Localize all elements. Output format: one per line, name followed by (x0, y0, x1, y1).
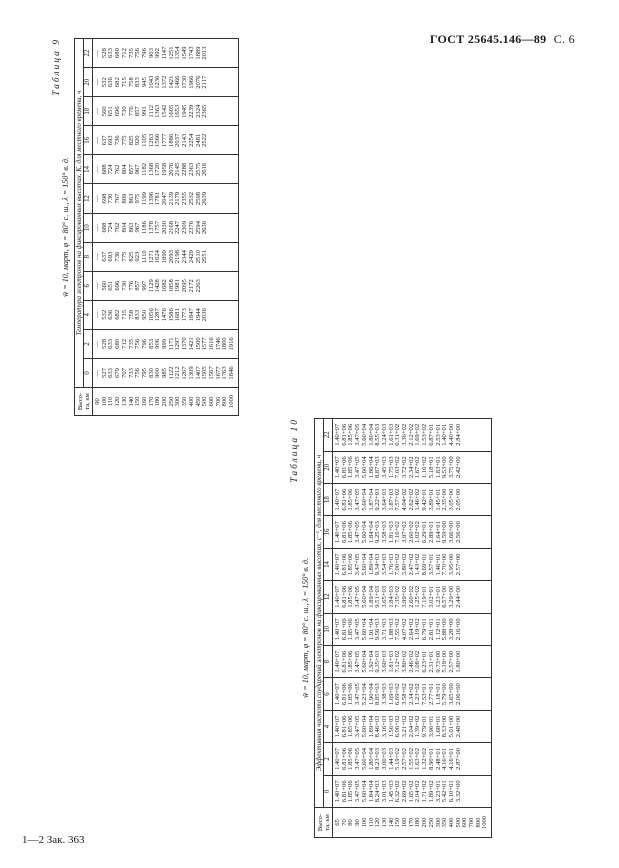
value-column: — 688 724 762 804 863 967 1186 1378 1757 2030 2168 2247 2309 2376 2594 2636 (93, 213, 239, 242)
table-title: w̄ = 10, март, φ = 80° с. ш., λ = 150° в. д. (301, 558, 310, 698)
hour-header: 12 (84, 184, 93, 213)
value-column: 1.40+07 6.81+06 1.85+06 3.47+05 5.60+04 1.80+04 8.23+03 3.00+03 1.44+03 5.19+02 2.57+02 1.55+02 1.63+02 1.32+02 8.90+01 2.48+01 4.16+01 4.16+01 2.87+00 (333, 743, 492, 775)
value-column: — 560 651 696 730 776 857 991 1112 1363 1542 1605 1653 1945 2239 2324 2365 (93, 97, 239, 126)
hour-header: 0 (84, 358, 93, 387)
hour-header: 18 (84, 97, 93, 126)
table-number: Таблица 10 (290, 418, 300, 483)
hour-header: 16 (84, 126, 93, 155)
table-10-block (290, 418, 619, 838)
value-column: — 528 633 680 712 735 756 796 853 906 999 1171 1297 1370 1421 1500 1577 1616 1746 1800 1916 (93, 329, 239, 358)
height-header: Высо- та, км (315, 808, 333, 838)
hour-header: 10 (324, 613, 333, 645)
standard-number: ГОСТ 25645.146—89 (429, 32, 547, 46)
value-column: 1.40+07 6.81+06 1.85+06 3.47+05 5.60+04 1.89+04 9.34+03 3.54+03 1.76+03 7.00+02 3.80+02 2.47+02 1.43+02 8.69+01 3.57+01 1.46+01 7.70+00 3.95+00 2.57+00 (333, 548, 492, 580)
table-title: w̄ = 10, март, φ = 80° с. ш., λ = 150° в. д. (61, 157, 70, 297)
value-column: — 637 693 736 775 825 923 1110 1271 1624 1899 2093 2198 2344 2429 2510 2551 (93, 242, 239, 271)
hour-header: 10 (84, 213, 93, 242)
value-column: — 532 636 682 715 758 833 945 1043 1236 1372 1421 1466 1730 1966 2076 2117 (93, 68, 239, 97)
value-column: — 688 724 762 804 857 967 1182 1368 1720 1958 2076 2145 2288 2363 2575 2616 (93, 155, 239, 184)
hour-header: 14 (324, 548, 333, 580)
hour-header: 4 (84, 300, 93, 329)
value-column: 1.40+07 6.81+06 1.85+06 3.47+05 5.60+04 1.91+04 9.56+03 3.71+03 1.88+03 7.55+02 4.07+02 2.64+02 1.19+02 6.79+01 2.81+01 1.12+01 5.88+00 3.28+00 2.16+00 (333, 613, 492, 645)
hour-header: 6 (324, 678, 333, 710)
value-column: 1.40+07 6.81+06 1.85+06 3.47+05 5.60+04 1.87+04 9.22+03 3.64+03 1.87+03 7.57+02 4.04+02 2.62+02 1.46+02 9.42+01 3.89+01 1.45+01 2.35+00 3.05+00 2.05+00 (333, 483, 492, 515)
hour-header: 14 (84, 155, 93, 184)
value-column: — 637 693 736 775 825 920 1105 1263 1566 1777 1886 2037 2143 2254 2481 2522 (93, 126, 239, 155)
hour-header: 0 (324, 775, 333, 807)
value-column: 1.40+07 6.81+06 1.85+06 3.47+05 5.60+04 1.89+04 9.51+03 3.65+03 1.84+03 7.35+02 3.99+02 2.60+02 1.25+02 7.19+01 3.02+01 1.23+01 6.57+00 3.29+00 2.44+00 (333, 581, 492, 613)
value-column: — 698 730 767 809 863 975 1199 1396 1781 2047 2139 2179 2355 2532 2598 2639 (93, 184, 239, 213)
value-column: 1.40+07 6.81+06 1.85+06 3.47+05 5.23+04 1.90+04 8.85+03 3.38+03 1.69+03 6.69+02 3.58+02 2.34+02 1.23+02 7.53+01 2.77+01 1.18+01 5.79+00 3.65+00 2.06+00 (333, 678, 492, 710)
value-column: 1.40+07 6.81+06 1.85+06 3.47+05 5.60+04 1.84+04 8.24+03 3.01+03 1.45+03 6.32+02 2.69+02 1.65+02 2.04+02 1.71+02 1.89+02 3.23+01 5.42+01 6.10+01 3.32+00 (333, 775, 492, 807)
hour-header: 12 (324, 581, 333, 613)
height-column: 65 70 80 90 100 110 120 130 140 150 160 170 180 200 250 300 350 400 500 600 700 800 1000 (333, 808, 492, 838)
hour-header: 22 (84, 39, 93, 68)
hour-header: 20 (84, 68, 93, 97)
value-column: — 528 633 680 712 735 756 796 903 992 1147 1251 1354 1549 1743 1889 2013 (93, 39, 239, 68)
hour-header: 8 (84, 242, 93, 271)
table-caption: Температура электронов на фиксированных высотах, K, для местного времени, ч (75, 39, 84, 388)
height-column: 90 100 110 120 130 140 150 160 170 180 200 250 300 350 400 450 500 600 700 800 1000 (93, 388, 239, 416)
table-10 (314, 418, 492, 838)
footer-note: 1—2 Зак. 363 (22, 834, 85, 846)
hour-header: 2 (84, 329, 93, 358)
hour-header: 16 (324, 516, 333, 548)
height-header: Высо- та, км (75, 388, 93, 416)
value-column: 1.40+07 6.81+06 1.85+06 3.47+05 5.60+04 1.86+04 8.87+03 3.45+03 1.75+03 7.03+02 3.72+02 2.34+02 1.67+02 1.16+02 5.18+01 1.83+01 9.53+00 3.75+00 2.42+00 (333, 451, 492, 483)
table-caption: Эффективная частота соударений электронов на фиксированных высотах, с⁻¹, для местного времени, ч (315, 419, 324, 808)
value-column: — 532 636 682 715 758 833 950 1056 1287 1476 1586 1681 1773 1847 1944 2036 (93, 300, 239, 329)
hour-header: 4 (324, 710, 333, 742)
hour-header: 8 (324, 645, 333, 677)
hour-header: 22 (324, 419, 333, 452)
page-number: С. 6 (553, 32, 575, 46)
table-row (93, 39, 239, 416)
hour-header: 18 (324, 483, 333, 515)
value-column: — 527 633 679 707 733 756 795 830 900 985 1122 1212 1267 1309 1407 1505 1567 1677 1763 1846 (93, 358, 239, 387)
table-row (333, 419, 492, 838)
hours-row (324, 419, 333, 838)
hour-header: 6 (84, 271, 93, 300)
value-column: 1.40+07 6.81+06 1.85+06 3.47+05 5.60+04 1.92+04 9.35+03 3.60+03 1.81+03 7.12+02 3.80+02 2.46+02 1.08+02 6.23+01 2.31+01 9.73+00 5.19+00 2.57+00 1.80+00 (333, 645, 492, 677)
value-column: — 560 651 696 730 776 857 997 1129 1428 1682 1858 1981 2095 2172 2263 (93, 271, 239, 300)
table-9-block (52, 38, 562, 416)
value-column: 1.40+07 6.81+06 1.85+06 3.47+05 5.60+04 1.84+04 9.25+03 3.58+03 1.81+03 7.16+02 3.97+02 2.60+02 1.02+02 6.29+01 2.89+01 1.64+01 9.59+00 3.66+00 2.56+00 (333, 516, 492, 548)
value-column: 1.40+07 6.81+06 1.85+06 3.47+05 5.60+04 1.80+04 8.55+03 3.24+03 1.61+03 6.31+02 3.36+02 2.12+02 1.69+02 1.53+02 6.87+01 2.53+01 1.40+01 4.40+00 2.84+00 (333, 419, 492, 452)
value-column: 1.40+07 6.81+06 1.85+06 3.47+05 5.60+04 1.89+04 8.46+03 3.16+03 1.56+03 6.06+02 3.21+02 2.04+02 1.39+02 9.79+01 3.96+01 1.68+01 8.33+00 5.01+00 2.48+00 (333, 710, 492, 742)
hours-row (84, 39, 93, 416)
hour-header: 2 (324, 743, 333, 775)
hour-header: 20 (324, 451, 333, 483)
table-9 (74, 38, 239, 416)
table-number: Таблица 9 (52, 38, 62, 96)
